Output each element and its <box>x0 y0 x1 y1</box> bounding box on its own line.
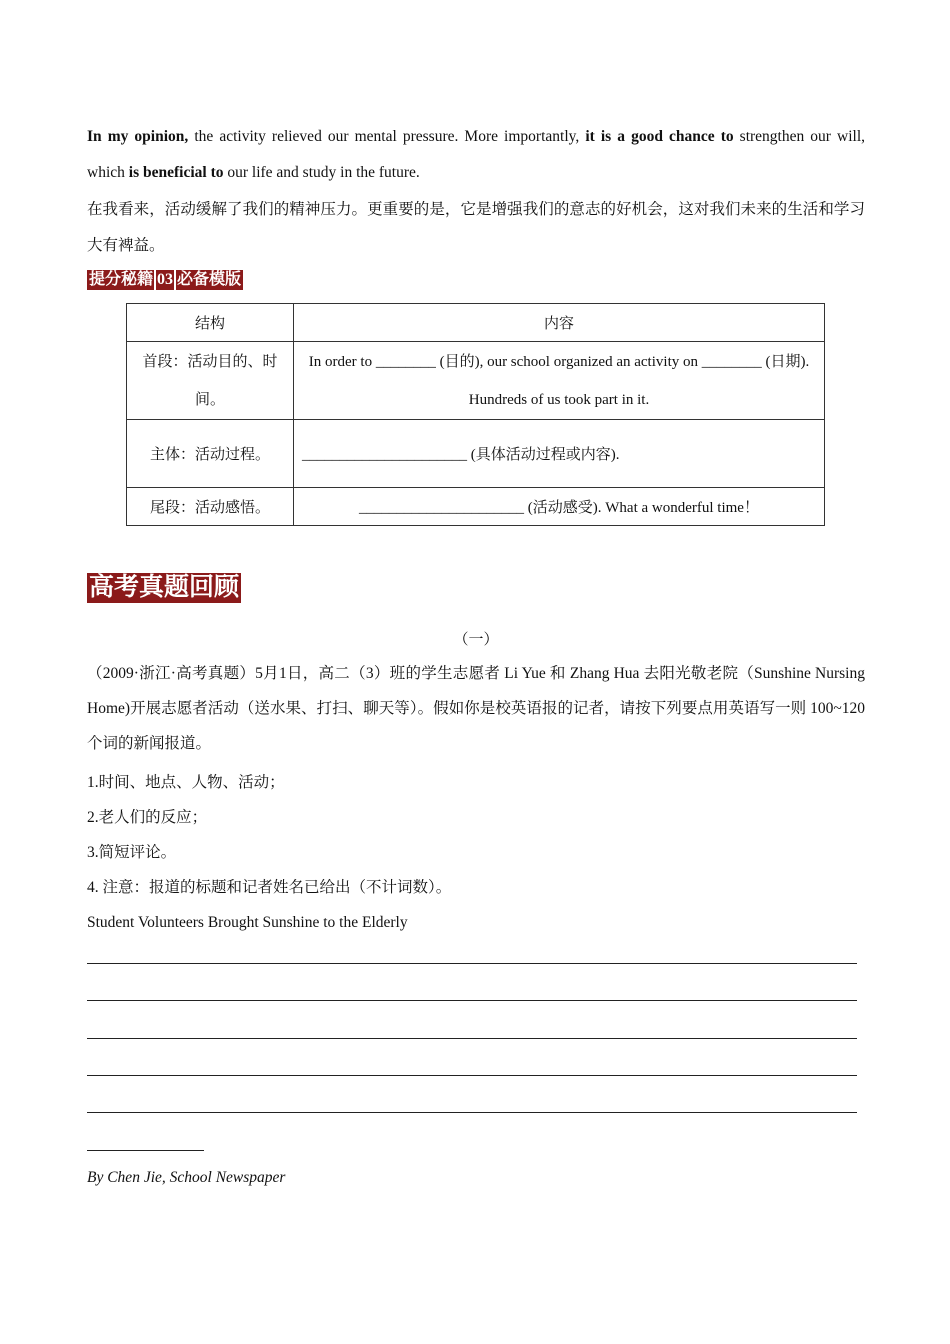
opinion-text-2: strengthen our will, which <box>87 128 866 181</box>
point-1: 1.时间、地点、人物、活动； <box>87 774 285 791</box>
phrase-in-my-opinion: In my opinion, <box>87 128 189 145</box>
opinion-paragraph-english <box>87 119 865 191</box>
table-header-content: 内容 <box>294 304 825 342</box>
row-content: ______________________ (活动感受). What a wonderful time！ <box>294 488 825 526</box>
question-intro: （2009·浙江·高考真题）5月1日，高二（3）班的学生志愿者 Li Yue 和 Zhang Hua 去阳光敬老院（Sunshine Nursing Home)开展志愿者活动（送水果、打扫、聊天等）。假如你是校英语报的记者，请按下列要点用英语写一则 100~120 个词的新闻报道。 <box>87 665 865 752</box>
table-row <box>127 342 825 420</box>
table-row <box>127 420 825 488</box>
byline: By Chen Jie, School Newspaper <box>87 1169 286 1186</box>
answer-line[interactable] <box>87 1075 857 1076</box>
row-structure: 主体：活动过程。 <box>127 420 294 488</box>
phrase-good-chance: it is a good chance to <box>585 128 734 145</box>
table-row <box>127 488 825 526</box>
row-content: In order to ________ (目的), our school organized an activity on ________ (日期). Hundreds of us took part in it. <box>294 342 825 420</box>
point-4: 4. 注意：报道的标题和记者姓名已给出（不计词数）。 <box>87 879 452 896</box>
tip-tag <box>87 270 243 290</box>
section-title: 高考真题回顾 <box>89 574 240 601</box>
tip-tag-part1: 提分秘籍 <box>89 271 154 288</box>
answer-line[interactable] <box>87 1038 857 1039</box>
row-structure: 首段：活动目的、时间。 <box>127 342 294 420</box>
tip-tag-number: 03 <box>157 271 174 288</box>
answer-line[interactable] <box>87 1112 857 1113</box>
tip-tag-part3: 必备模版 <box>177 271 242 288</box>
opinion-text-3: our life and study in the future. <box>223 164 420 181</box>
point-2: 2.老人们的反应； <box>87 809 208 826</box>
phrase-beneficial: is beneficial to <box>128 164 224 181</box>
answer-line[interactable] <box>87 1000 857 1001</box>
opinion-paragraph-chinese: 在我看来，活动缓解了我们的精神压力。更重要的是，它是增强我们的意志的好机会，这对我们未来的生活和学习大有裨益。 <box>87 201 865 254</box>
table-header-row <box>127 304 825 342</box>
news-headline: Student Volunteers Brought Sunshine to the Elderly <box>87 914 408 931</box>
template-table <box>126 303 825 526</box>
table-header-structure: 结构 <box>127 304 294 342</box>
question-number: （一） <box>453 632 499 648</box>
answer-line-short[interactable] <box>87 1150 204 1151</box>
point-3: 3.简短评论。 <box>87 844 177 861</box>
row-structure: 尾段：活动感悟。 <box>127 488 294 526</box>
row-content: ______________________ (具体活动过程或内容). <box>294 420 825 488</box>
opinion-text-1: the activity relieved our mental pressure. More importantly, <box>188 128 586 145</box>
answer-line[interactable] <box>87 963 857 964</box>
